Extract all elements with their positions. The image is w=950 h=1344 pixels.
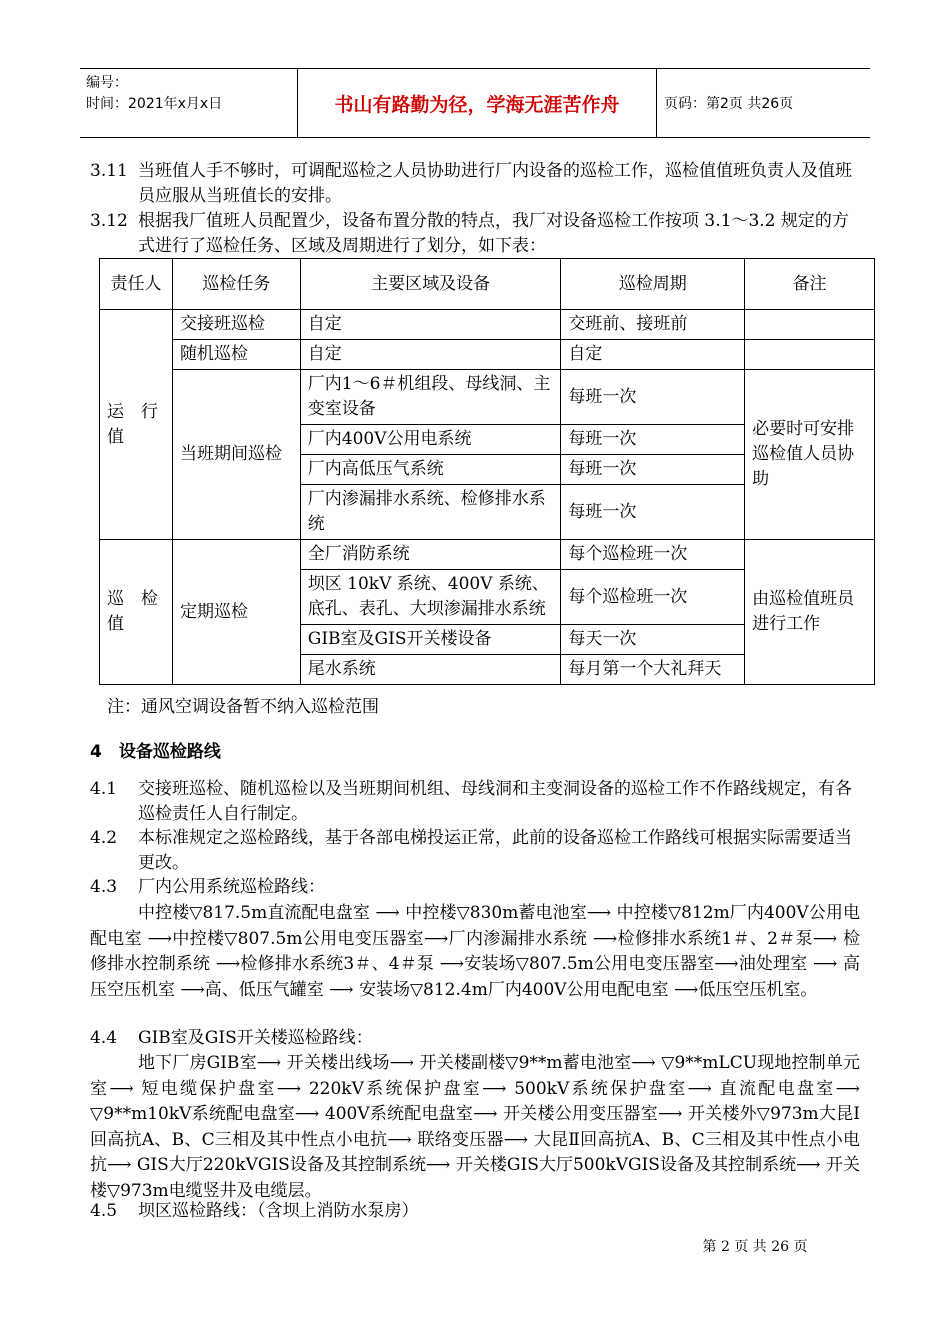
cell-task: 随机巡检: [172, 340, 300, 370]
route-4-4: 地下厂房GIB室⟶ 开关楼出线场⟶ 开关楼副楼▽9**m蓄电池室⟶ ▽9**mLCU现地控制单元室⟶ 短电缆保护盘室⟶ 220kV系统保护盘室⟶ 500kV系统保护盘室⟶ 直流配电盘室⟶ ▽9**m10kV系统配电盘室⟶ 400V系统配电盘室⟶ 开关楼公用变压器室⟶ 开关楼外▽973m大昆Ⅰ回高抗A、B、C三相及其中性点小电抗⟶ 联络变压器⟶ 大昆Ⅱ回高抗A、B、C三相及其中性点小电抗⟶ GIS大厅220kVGIS设备及其控制系统⟶ 开关楼GIS大厅500kVGIS设备及其控制系统⟶ 开关楼▽973m电缆竖井及电缆层。: [90, 1053, 860, 1201]
cell-area: 尾水系统: [300, 655, 561, 685]
header-person: 责任人: [100, 259, 173, 310]
paragraph-3-12: 3.12 根据我厂值班人员配置少，设备布置分散的特点，我厂对设备巡检工作按项 3.1～3.2 规定的方式进行了巡检任务、区域及周期进行了划分，如下表：: [90, 211, 849, 256]
cell-task: 当班期间巡检: [172, 370, 300, 540]
cell-area: 自定: [300, 310, 561, 340]
paragraph-3-11: 3.11 当班值人手不够时，可调配巡检之人员协助进行厂内设备的巡检工作，巡检值值班负责人及值班员应服从当班值长的安排。: [90, 161, 852, 206]
cell-area: 厂内400V公用电系统: [300, 425, 561, 455]
cell-area: 坝区 10kV 系统、400V 系统、底孔、表孔、大坝渗漏排水系统: [300, 570, 561, 625]
header-meta: [80, 69, 298, 137]
header-task: 巡检任务: [172, 259, 300, 310]
paragraph-4-4: 4.4 GIB室及GIS开关楼巡检路线：: [90, 1028, 373, 1048]
cell-area: GIB室及GIS开关楼设备: [300, 625, 561, 655]
header-motto: 书山有路勤为径，学海无涯苦作舟: [298, 69, 657, 137]
cell-task: 交接班巡检: [172, 310, 300, 340]
cell-area: 自定: [300, 340, 561, 370]
cell-area: 厂内1～6＃机组段、母线洞、主变室设备: [300, 370, 561, 425]
cell-cycle: 每班一次: [561, 485, 745, 540]
header-note: 备注: [745, 259, 875, 310]
cell-area: 厂内高低压气系统: [300, 455, 561, 485]
cell-cycle: 每个巡检班一次: [561, 540, 745, 570]
table-header-row: [100, 259, 875, 310]
cell-person-operation: 运 行值: [100, 310, 173, 540]
cell-cycle: 每月第一个大礼拜天: [561, 655, 745, 685]
paragraph-4-5: 4.5 坝区巡检路线：（含坝上消防水泵房）: [90, 1201, 419, 1221]
table-note: 注：通风空调设备暂不纳入巡检范围: [107, 697, 379, 717]
cell-note: [745, 340, 875, 370]
page-footer: [0, 1236, 950, 1256]
route-4-3: 中控楼▽817.5m直流配电盘室 ⟶ 中控楼▽830m蓄电池室⟶ 中控楼▽812m厂内400V公用电配电室 ⟶中控楼▽807.5m公用电变压器室⟶厂内渗漏排水系统 ⟶检修排水系统1＃、2＃泵⟶ 检修排水控制系统 ⟶检修排水系统3＃、4＃泵 ⟶安装场▽807.5m公用电变压器室⟶油处理室 ⟶ 高压空压机室 ⟶高、低压气罐室 ⟶ 安装场▽812.4m厂内400V公用电配电室 ⟶低压空压机室。: [90, 903, 860, 1000]
header-cycle: 巡检周期: [561, 259, 745, 310]
cell-person-inspection: 巡 检值: [100, 540, 173, 685]
header-page-code: 页码：第2页 共26页: [664, 96, 794, 112]
cell-cycle: 每个巡检班一次: [561, 570, 745, 625]
paragraph-4-1: 4.1 交接班巡检、随机巡检以及当班期间机组、母线洞和主变洞设备的巡检工作不作路线规定，有各巡检责任人自行制定。: [90, 779, 852, 824]
cell-cycle: 每班一次: [561, 455, 745, 485]
section-4-heading: 4 设备巡检路线: [90, 742, 221, 762]
page-header: [80, 68, 870, 138]
cell-task: 定期巡检: [172, 540, 300, 685]
inspection-table: [99, 258, 875, 685]
table-row: [100, 340, 875, 370]
cell-cycle: 自定: [561, 340, 745, 370]
cell-cycle: 每天一次: [561, 625, 745, 655]
cell-cycle: 每班一次: [561, 370, 745, 425]
table-row: [100, 540, 875, 570]
cell-note: 由巡检值班员进行工作: [745, 540, 875, 685]
table-row: [100, 370, 875, 425]
table-row: [100, 310, 875, 340]
document-number: 编号：: [86, 75, 128, 91]
cell-note: 必要时可安排巡检值人员协助: [745, 370, 875, 540]
cell-area: 厂内渗漏排水系统、检修排水系统: [300, 485, 561, 540]
cell-note: [745, 310, 875, 340]
footer-page-number: 第 2 页 共 26 页: [702, 1239, 808, 1255]
cell-cycle: 交班前、接班前: [561, 310, 745, 340]
paragraph-4-2: 4.2 本标准规定之巡检路线，基于各部电梯投运正常，此前的设备巡检工作路线可根据实际需要适当更改。: [90, 828, 852, 873]
document-date: 时间：2021年x月x日: [86, 96, 223, 112]
header-area: 主要区域及设备: [300, 259, 561, 310]
cell-area: 全厂消防系统: [300, 540, 561, 570]
cell-cycle: 每班一次: [561, 425, 745, 455]
paragraph-4-3: 4.3 厂内公用系统巡检路线：: [90, 877, 325, 897]
